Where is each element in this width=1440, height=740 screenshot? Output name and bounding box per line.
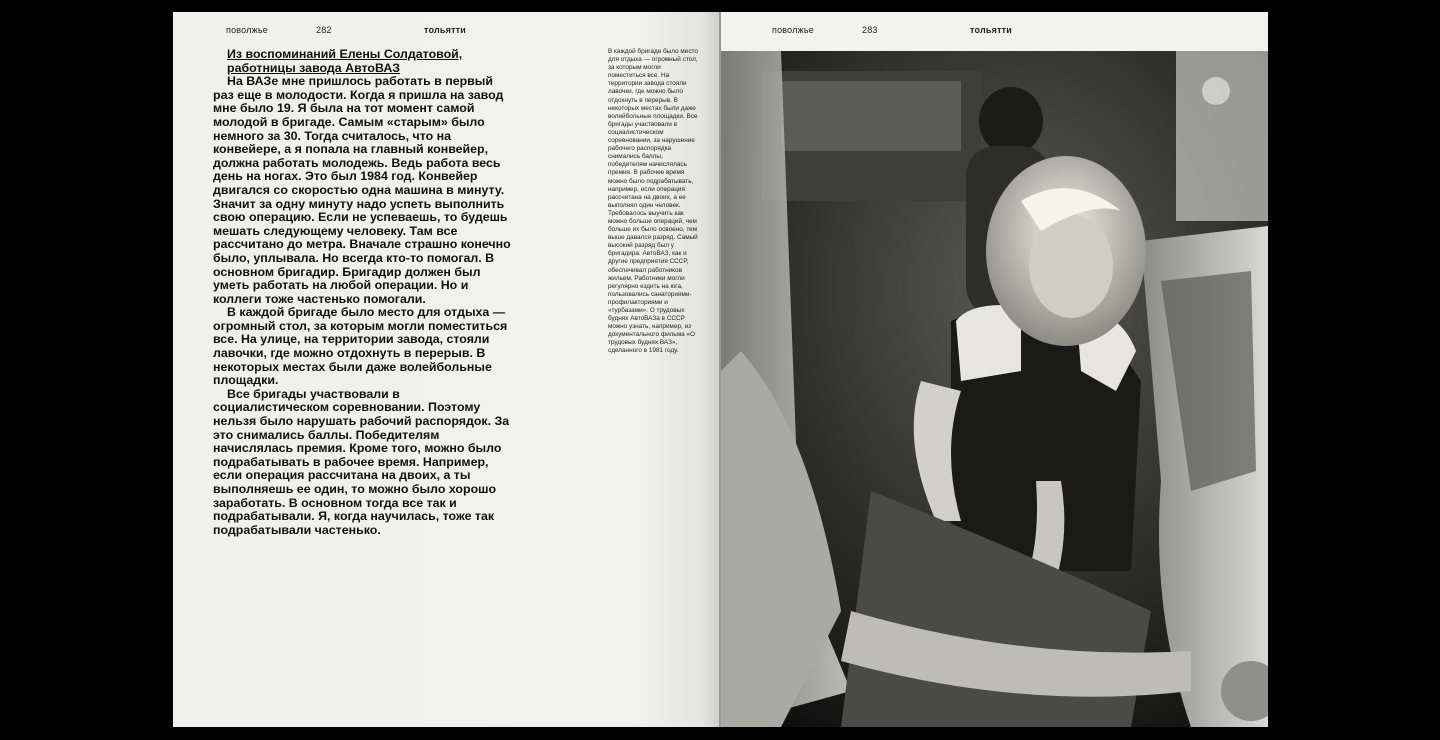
factory-worker-photo (721, 51, 1268, 727)
page-number: 283 (862, 25, 878, 35)
running-head-city: тольятти (424, 25, 467, 35)
photo-caption: В каждой бригаде было место для отдыха — огромный стол, за которым могли поместиться все. На территории завода стояли лавочки, где можно было отдохнуть в перерыв. В некоторых местах были даже волейбольные площадки. Все бригады участвовали в социалистическом соревновании, за нарушение рабочего распорядка снимались баллы, победителям начислялась премия. В рабочее время можно было подрабатывать, например, если операция рассчитана на двоих, а ее выполнял один человек. Требовалось выучить как можно больше операций, чем больше их было освоено, тем выше давался разряд. Самый высокий разряд был у бригадира. АвтоВАЗ, как и другие предприятия СССР, обеспечивал работников жильем. Работники могли регулярно ездить на юга, пользовались санаториями-профилакториями и «турбазами». О трудовых буднях АвтоВАЗа в СССР можно узнать, например, из документального фильма «О трудовых буднях ВАЗ», сделанного в 1981 году. (608, 48, 698, 355)
quote-heading-line1: Из воспоминаний Елены Солдатовой, (227, 47, 463, 61)
right-page (721, 12, 1268, 727)
running-head-section: поволжье (772, 25, 814, 35)
photo-illustration (721, 51, 1268, 727)
running-head-city: тольятти (970, 25, 1013, 35)
memoir-quote (213, 48, 513, 537)
quote-paragraph-3: Все бригады участвовали в социалистическом соревновании. Поэтому нельзя было нарушать рабочий распорядок. За это снимались баллы. Победителям начислялась премия. Кроме того, можно было подрабатывать в рабочее время. Например, если операция рассчитана на двоих, а ты выполняешь ее один, то можно было хорошо заработать. В основном тогда все так и подрабатывали. Я, когда научилась, тоже так подрабатывали частенько. (213, 386, 510, 537)
left-page (173, 12, 719, 727)
quote-paragraph-1: На ВАЗе мне пришлось работать в первый раз еще в молодости. Когда я пришла на завод мне было 19. Я была на тот момент самой молодой в бригаде. Самым «старым» было немного за 30. Тогда считалось, что на конвейере, а я попала на главный конвейер, должна работать молодежь. Ведь работа весь день на ногах. Это был 1984 год. Конвейер двигался со скоростью одна машина в минуту. Значит за одну минуту надо успеть выполнить свою операцию. Если не успеваешь, то будешь мешать следующему человеку. Там все рассчитано до метра. Вначале страшно конечно было, уплывала. Но всегда кто-то помогал. В основном бригадир. Бригадир должен был уметь работать на любой операции. Но и коллеги тоже частенько помогали. (213, 74, 511, 306)
running-head-section: поволжье (226, 25, 268, 35)
page-number: 282 (316, 25, 332, 35)
quote-heading-line2: работницы завода АвтоВАЗ (227, 60, 401, 75)
quote-paragraph-2: В каждой бригаде было место для отдыха — огромный стол, за которым могли поместиться все. На улице, на территории завода, стояли лавочки, где можно отдохнуть в перерыв. В некоторых местах были даже волейбольные площадки. (213, 305, 508, 388)
